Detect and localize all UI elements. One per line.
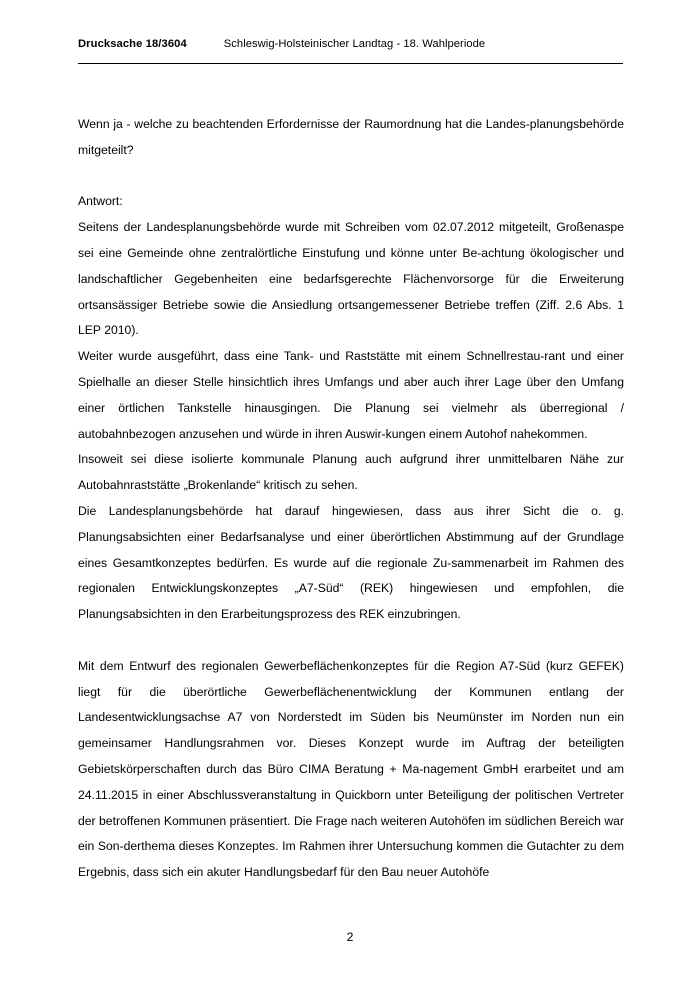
document-body — [78, 112, 624, 886]
answer-paragraph-5: Mit dem Entwurf des regionalen Gewerbeflächenkonzeptes für die Region A7-Süd (kurz GEFEK) liegt für die überörtliche Gewerbeflächenentwicklung der Kommunen entlang der Landesentwicklungsachse A7 von Norderstedt im Süden bis Neumünster im Norden nun ein gemeinsamer Handlungsrahmen vor. Dieses Konzept wurde im Auftrag der beteiligten Gebietskörperschaften durch das Büro CIMA Beratung + Ma-nagement GmbH erarbeitet und am 24.11.2015 in einer Abschlussveranstaltung in Quickborn unter Beteiligung der politischen Vertreter der betroffenen Kommunen präsentiert. Die Frage nach weiteren Autohöfen im südlichen Bereich war ein Son-derthema dieses Konzeptes. Im Rahmen ihrer Untersuchung kommen die Gutachter zu dem Ergebnis, dass sich ein akuter Handlungsbedarf für den Bau neuer Autohöfe — [78, 658, 624, 880]
page-header — [78, 38, 623, 50]
answer-paragraph-2: Weiter wurde ausgeführt, dass eine Tank- und Raststätte mit einem Schnellrestau-rant und einer Spielhalle an dieser Stelle hinsichtlich ihres Umfangs und aber auch ihrer Lage über den Umfang einer örtlichen Tankstelle hinausgingen. Die Planung sei vielmehr als überregional / autobahnbezogen anzusehen und würde in ihren Auswir-kungen einem Autohof nahekommen. — [78, 349, 624, 441]
question-paragraph: Wenn ja - welche zu beachtenden Erfordernisse der Raumordnung hat die Landes-planungsbehörde mitgeteilt? — [78, 117, 624, 157]
header-parliament-title: Schleswig-Holsteinischer Landtag - 18. Wahlperiode — [223, 38, 486, 50]
answer-paragraph-1: Seitens der Landesplanungsbehörde wurde mit Schreiben vom 02.07.2012 mitgeteilt, Großenaspe sei eine Gemeinde ohne zentralörtliche Einstufung und könne unter Be-achtung ökologischer und landschaftlicher Gegebenheiten eine bedarfsgerechte Flächenvorsorge für die Erweiterung ortsansässiger Betriebe sowie die Ansiedlung ortsangemessener Betriebe treffen (Ziff. 2.6 Abs. 1 LEP 2010). — [78, 220, 624, 338]
page-number: 2 — [346, 930, 354, 944]
header-document-number: Drucksache 18/3604 — [78, 38, 187, 50]
answer-label: Antwort: — [78, 194, 123, 209]
spacer — [78, 628, 624, 654]
answer-paragraph-4: Die Landesplanungsbehörde hat darauf hingewiesen, dass aus ihrer Sicht die o. g. Planungsabsichten einer Bedarfsanalyse und einer überörtlichen Abstimmung auf der Grundlage eines Gesamtkonzeptes bedürfen. Es wurde auf die regionale Zu-sammenarbeit im Rahmen des regionalen Entwicklungskonzeptes „A7-Süd“ (REK) hingewiesen und empfohlen, die Planungsabsichten in den Erarbeitungsprozess des REK einzubringen. — [78, 503, 624, 622]
answer-paragraph-3: Insoweit sei diese isolierte kommunale Planung auch aufgrund ihrer unmittelbaren Nähe zur Autobahnraststätte „Brokenlande“ kritisch zu sehen. — [78, 452, 624, 493]
spacer — [78, 164, 624, 190]
header-divider — [78, 63, 623, 64]
